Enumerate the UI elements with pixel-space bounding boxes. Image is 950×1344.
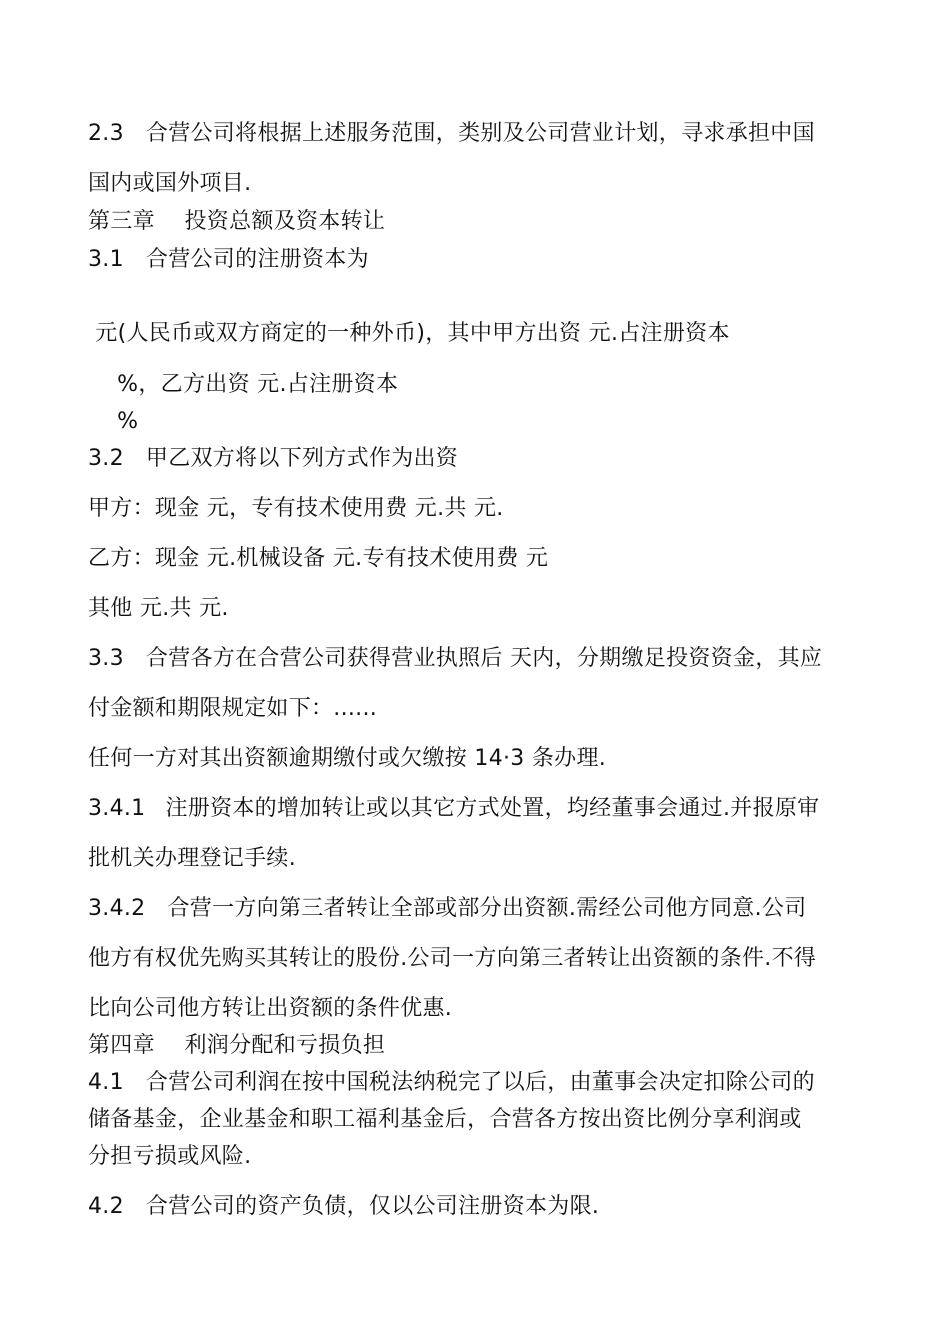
clause-3-1-line-3	[88, 371, 398, 399]
clause-text: 他方有权优先购买其转让的股份.公司一方向第三者转让出资额的条件.不得	[88, 946, 817, 971]
clause-text: 分担亏损或风险.	[88, 1144, 252, 1169]
clause-3-4-2-line-1	[88, 895, 806, 923]
clause-text: 储备基金，企业基金和职工福利基金后，合营各方按出资比例分享利润或	[88, 1107, 802, 1132]
clause-3-2-line-1	[88, 445, 458, 473]
clause-3-3-line-1	[88, 645, 822, 673]
clause-3-4-1-line-2	[88, 845, 296, 873]
clause-3-1-line-4	[88, 408, 138, 436]
clause-text: 批机关办理登记手续.	[88, 846, 296, 871]
chapter-4-heading	[88, 1032, 385, 1060]
clause-2-3-line-2	[88, 170, 251, 198]
clause-number: 4.2	[88, 1194, 124, 1219]
clause-text: 其他 元.共 元.	[88, 596, 229, 621]
clause-3-1-line-2	[88, 320, 730, 348]
chapter-title: 第四章 利润分配和亏损负担	[88, 1033, 386, 1058]
clause-number: 3.4.1	[88, 796, 146, 821]
party-b-contribution	[88, 545, 548, 573]
clause-text: %，乙方出资 元.占注册资本	[88, 372, 399, 397]
clause-text: 合营公司将根据上述服务范围，类别及公司营业计划，寻求承担中国	[145, 121, 815, 146]
other-contribution	[88, 595, 229, 623]
chapter-title: 第三章 投资总额及资本转让	[88, 209, 386, 234]
clause-text: 合营公司利润在按中国税法纳税完了以后，由董事会决定扣除公司的	[145, 1070, 815, 1095]
clause-number: 4.1	[88, 1070, 124, 1095]
clause-text: 合营一方向第三者转让全部或部分出资额.需经公司他方同意.公司	[167, 896, 807, 921]
clause-text: 国内或国外项目.	[88, 171, 252, 196]
clause-text: 合营各方在合营公司获得营业执照后 天内，分期缴足投资资金，其应	[145, 646, 823, 671]
clause-3-3-line-3	[88, 745, 606, 773]
clause-text: %	[88, 409, 139, 434]
party-a-contribution	[88, 495, 504, 523]
chapter-3-heading	[88, 208, 385, 236]
clause-number: 3.2	[88, 446, 124, 471]
clause-number: 3.3	[88, 646, 124, 671]
clause-text: 任何一方对其出资额逾期缴付或欠缴按 14·3 条办理.	[88, 746, 607, 771]
clause-text: 合营公司的资产负债，仅以公司注册资本为限.	[145, 1194, 600, 1219]
clause-4-1-line-3	[88, 1143, 251, 1171]
clause-text: 甲方：现金 元，专有技术使用费 元.共 元.	[88, 496, 504, 521]
clause-number: 3.1	[88, 247, 124, 272]
clause-4-1-line-2	[88, 1106, 802, 1134]
clause-4-2-line-1	[88, 1193, 599, 1221]
clause-text: 元(人民币或双方商定的一种外币)，其中甲方出资 元.占注册资本	[88, 321, 730, 346]
clause-text: 付金额和期限规定如下：......	[88, 696, 378, 721]
clause-number: 2.3	[88, 121, 124, 146]
clause-3-4-2-line-2	[88, 945, 816, 973]
clause-text: 乙方：现金 元.机械设备 元.专有技术使用费 元	[88, 546, 549, 571]
clause-text: 合营公司的注册资本为	[145, 247, 369, 272]
clause-4-1-line-1	[88, 1069, 815, 1097]
clause-text: 注册资本的增加转让或以其它方式处置，均经董事会通过.并报原审	[165, 796, 820, 821]
clause-3-1-line-1	[88, 246, 369, 274]
clause-3-3-line-2	[88, 695, 377, 723]
clause-number: 3.4.2	[88, 896, 146, 921]
clause-text: 比向公司他方转让出资额的条件优惠.	[88, 996, 453, 1021]
clause-3-4-1-line-1	[88, 795, 819, 823]
clause-3-4-2-line-3	[88, 995, 452, 1023]
clause-text: 甲乙双方将以下列方式作为出资	[145, 446, 459, 471]
clause-2-3-line-1	[88, 120, 815, 148]
